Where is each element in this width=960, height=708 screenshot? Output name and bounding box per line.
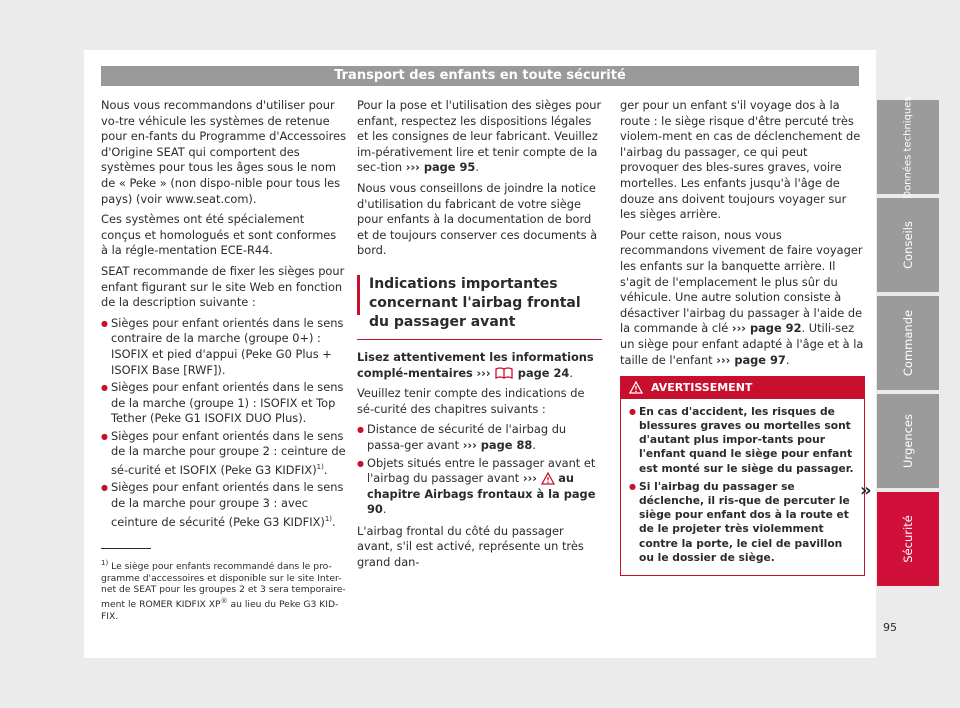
book-icon [494,366,514,380]
warning-bullet-2: ● Si l'airbag du passager se déclenche, il ris-que de percuter le siège pour enfant dos à la route et de le projeter très violemment contre la porte, le ciel de pavillon ou le dossier de siège. [629,480,856,565]
col3-paragraph-1: ger pour un enfant s'il voyage dos à la route : le siège risque d'être percuté très violem-ment en cas de déclenchement de l'airbag du passager, ce qui peut provoquer des bles-sures graves, voire mortelles. Les enfants jusqu'à l'âge de douze ans doivent toujours voyager sur les sièges arrière. [620,98,861,222]
tab-label: Données techniques [902,95,914,199]
col2-bullet-1-text: Distance de sécurité de l'airbag du passa-ger avant [367,422,567,452]
col1-bullet-2 [101,380,346,427]
warning-header [621,377,864,399]
tab-label: Urgences [901,414,915,468]
warning-triangle-icon [541,472,555,485]
warning-box [620,376,865,576]
warning-title: AVERTISSEMENT [651,381,753,395]
col1-bullet-1 [101,316,346,378]
col3-paragraph-2-text: Pour cette raison, nous vous recommandons vivement de faire voyager les enfants sur la banquette arrière. Il s'agit de l'emplacement le plus sûr du véhicule. Une autre solution consiste à désactiver l'airbag du passager à l'aide de la commande à clé [620,227,863,336]
section-title: Indications importantes concernant l'airbag frontal du passager avant [357,275,602,332]
column-1 [101,98,346,532]
col1-paragraph-1: Nous vous recommandons d'utiliser pour vo-tre véhicule les systèmes de retenue pour en-fants du Programme d'Accessoires d'Origine SEAT qui comportent des systèmes pour tous les âges sous le nom de « Peke » (non dispo-nible pour tous les pays) (voir www.seat.com). [101,98,347,206]
column-3 [620,98,865,576]
registered-mark: ® [220,596,228,605]
page-header: Transport des enfants en toute sécurité [101,66,859,86]
page-number: 95 [883,621,897,634]
footnote-marker: 1) [101,559,109,567]
tab-label: Conseils [901,221,915,269]
col1-bullet-4: ● Sièges pour enfant orientés dans le sens de la marche pour groupe 3 : avec ceinture de sécurité (Peke G3 KIDFIX)$^{1)}$. [101,480,346,530]
col2-paragraph-5: L'airbag frontal du côté du passager avant, s'il est activé, représente un très grand dan- [357,523,584,570]
column-2 [357,98,602,576]
footnote-text: Le siège pour enfants recommandé dans le pro-gramme d'accessoires et disponible sur le site Inter-net de SEAT pour les groupes 2 et 3 sera temporaire-ment le ROMER KIDFIX XP [101,561,346,610]
col3-paragraph-2: Pour cette raison, nous vous recommandons vivement de faire voyager les enfants sur la banquette arrière. Il s'agit de l'emplacement le plus sûr du véhicule. Une autre solution consiste à désactiver l'airbag du passager à l'aide de la commande à clé ››› page 92. Utili-sez un siège pour enfant adapté à l'âge et à la taille de l'enfant ››› page 97. [620,227,864,367]
page-link[interactable]: page 24 [517,365,570,380]
page-link[interactable]: au chapitre Airbags frontaux à la page 90 [367,471,596,517]
page-link[interactable]: ››› page 88 [462,437,533,452]
col1-bullet-2-text: Sièges pour enfant orientés dans le sens de la marche (groupe 1) : ISOFIX et Top Tether (Peke G1 ISOFIX DUO Plus). [111,380,344,426]
warning-bullet-1: ● En cas d'accident, les risques de blessures graves ou mortelles sont d'autant plus impor-tants pour l'enfant quand le siège pour enfant est monté sur le siège du passager. [629,405,856,476]
tab-securite[interactable] [877,492,939,586]
tab-urgences[interactable] [877,394,939,488]
footnote-ref: 1) [316,463,324,472]
tab-label: Sécurité [901,515,915,563]
tab-label: Commande [901,309,915,377]
col2-paragraph-3-text: Lisez attentivement les informations complé-mentaires [357,349,594,380]
warning-body [621,399,864,575]
warning-triangle-icon [629,381,643,394]
col2-paragraph-1-text: Pour la pose et l'utilisation des sièges pour enfant, respectez les dispositions légales et les consignes de leur fabricant. Veuillez im-pérativement lire et tenir compte de la sec-tion [357,98,602,175]
page-link[interactable]: ››› page 92 [731,321,802,336]
col1-bullet-4-text: Sièges pour enfant orientés dans le sens de la marche pour groupe 3 : avec ceinture de sécurité (Peke G3 KIDFIX) [111,480,344,529]
col1-paragraph-2: Ces systèmes ont été spécialement conçus et homologués et sont conformes à la régle-mentation ECE-R44. [101,212,337,258]
footnote [101,558,346,622]
col2-bullet-1: ● Distance de sécurité de l'airbag du passa-ger avant ››› page 88. [357,422,602,453]
footnote-divider [101,548,151,549]
page-link[interactable]: ››› page 97 [716,352,786,367]
tab-commande[interactable] [877,296,939,390]
chapter-tabs [877,95,939,590]
col2-paragraph-3: Lisez attentivement les informations complé-mentaires ››› page 24. [357,349,594,380]
col2-bullet-2: ● Objets situés entre le passager avant et l'airbag du passager avant ››› au chapitre Airbags frontaux à la page 90. [357,456,602,518]
col2-paragraph-2: Nous vous conseillons de joindre la notice d'utilisation du fabricant de votre siège pour enfants à la documentation de bord et de toujours conserver ces documents à bord. [357,180,598,258]
col1-bullet-3-text: Sièges pour enfant orientés dans le sens de la marche pour groupe 2 : ceinture de sé-curité et ISOFIX (Peke G3 KIDFIX) [111,428,346,477]
col2-bullet-2-text: Objets situés entre le passager avant et l'airbag du passager avant [367,455,596,486]
col3-paragraph-2-tail: . Utili-sez un siège pour enfant adapté à l'âge et à la taille de l'enfant [620,321,864,367]
footnote-ref: 1) [324,514,333,523]
tab-donnees-techniques[interactable] [877,95,939,199]
col1-bullet-1-text: Sièges pour enfant orientés dans le sens contraire de la marche (groupe 0+) : ISOFIX et pied d'appui (Peke G0 Plus + ISOFIX Base [RWF]). [111,315,344,377]
tab-conseils[interactable] [877,198,939,292]
col2-paragraph-4: Veuillez tenir compte des indications de sé-curité des chapitres suivants : [357,386,585,416]
col2-paragraph-1: Pour la pose et l'utilisation des sièges pour enfant, respectez les dispositions légales et les consignes de leur fabricant. Veuillez im-pérativement lire et tenir compte de la sec-tion ››› page 95. [357,98,602,175]
footnote-text-tail: au lieu du Peke G3 KID-FIX. [101,598,339,622]
col1-paragraph-3: SEAT recommande de fixer les sièges pour enfant figurant sur le site Web en fonction de la description suivante : [101,263,345,310]
continue-marker: » [860,480,872,501]
col1-bullet-3: ● Sièges pour enfant orientés dans le sens de la marche pour groupe 2 : ceinture de sé-curité et ISOFIX (Peke G3 KIDFIX)$^{1)}$. [101,429,346,479]
page-link[interactable]: ››› page 95 [405,160,476,175]
